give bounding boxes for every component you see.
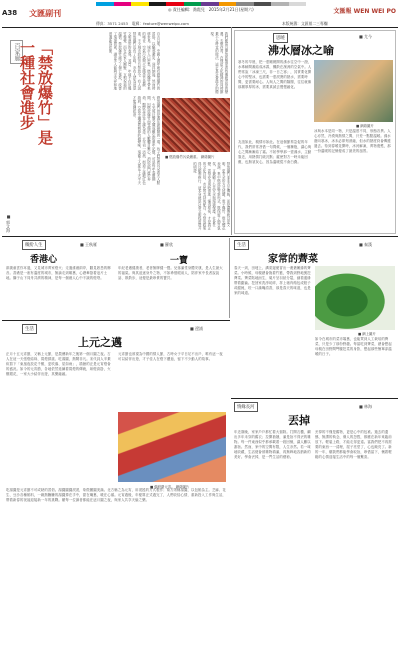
yuanyuan-body-1: 正月十五元宵節，又稱上元節，是農曆新年之後第一個月圓之夜。古人在這一天張燈結綵、賞燈猜謎、吃湯圓，熱鬧非凡。宋代詞人辛棄疾寫下「東風夜放花千樹，更吹落、星如雨」，描繪的正是元宵燈會的盛況。如今的元宵節，各地依然延續着賞燈的傳統，綵燈高掛，火樹銀花，一家大小結伴出遊，其樂融融。 <box>6 352 111 376</box>
mid-rule <box>2 236 398 237</box>
snow-body-2: 冰與水本是同一物，只是溫度不同，形態各異。人心亦然，冷漠與熱情之間，只差一點點溫暖。沸水潑向寒冰，冰未必即刻消融，但水的熱度終會傳遞過去。待到春暖花開時，冰河解凍，萬物復甦，那一份溫暖的記憶便成了最美的風景。 <box>314 129 391 153</box>
lead-title <box>18 40 54 230</box>
yuanyuan-photo-caption: ■ 繽紛慶元宵。 網絡圖片 <box>150 485 190 489</box>
lead-body-bottom: 禁放爆竹並非否定傳統，而是讓傳統以更文明、更安全的方式延續。電子爆竹、燈光煙花表演、集中燃放區等新形式，既保留了節日氣氛，又兼顧了公共安全與環境保護。社會在變，習俗亦須與時俱進；懂得取捨，才是真正的文化自信。市民的支持與配合，令禁放政策得以順利推行，這本身就是社會文明程度提升的明證。 <box>192 162 230 230</box>
vegetable-photo-caption: ■ 網上圖片 <box>358 332 376 336</box>
shepherds-purse-photo <box>315 266 395 330</box>
lead-author: ■ 郭文海 <box>6 214 11 233</box>
header-rule <box>2 27 398 28</box>
snow-body-3: 友誼如此，親情亦如此。在這個節奏急促的年代，我們常常吝惜一句問候，一個擁抱，讓心與心之間漸漸結了霜。不妨學學那一壺沸水，主動靠近，用熱情打破沉默；縱使對方一時未能回應，也無須灰心，因為溫暖從不會白費。 <box>238 140 312 164</box>
snow-body-1: 寒冬的早晨，把一壺剛燒開的沸水往空中一潑，水珠瞬間凝結成冰霧，飄散在凜冽的空氣中。人們常說「冰凍三尺，非一日之寒」，其實要化開心中的堅冰，也需要一壺滾燙的熱水，需要時間，更需要耐心。人與人之間的隔閡，往往就像那層厚厚的冰，需要真誠去慢慢融化。 <box>238 60 312 89</box>
page-number: A38 <box>2 9 18 17</box>
date-meta: ◎ 責任編輯：喬霞兒 2015年2月21日(星期六) <box>168 7 254 12</box>
lead-photo-caption: ■ 燃放爆竹污染嚴重。 網絡圖片 <box>165 155 215 159</box>
snow-tag: 思曉 <box>273 33 288 43</box>
yuanyuan-tag: 生活 <box>22 324 37 334</box>
diudiao-tag: 情緣長河 <box>234 402 258 412</box>
lower-right-rule <box>231 398 398 399</box>
snow-author: ■ 尤今 <box>359 34 373 39</box>
lead-column-tag: 百家廊 <box>10 40 23 64</box>
yibao-body: 年紀老邁健康者，老者無牌健一寶。兒孫滿堂身體安康，是人生最大的福氣。與其追逐身外之物，不如珍惜眼前人，陪伴家中長者說說話、散散步，這便是最珍貴的寶貝。 <box>118 266 223 280</box>
fax-line: 傳真：3571 2453 電郵：feature@wenweipo.com <box>96 21 189 26</box>
sub-header <box>0 20 400 27</box>
vegetable-author: ■ 秦漢 <box>359 242 373 247</box>
yuanyuan-body-2: 元宵節也被視為中國的情人節，古時女子平日足不出戶，唯有這一夜可以結伴出遊，才子佳人在燈下邂逅，留下不少動人的故事。 <box>118 352 223 361</box>
masthead <box>0 6 400 20</box>
snow-title: 沸水層冰之喻 <box>268 44 334 57</box>
gongzi-author: ■ 王秋雁 <box>80 242 98 247</box>
gongzi-body: 兩歲童雲你耳邊，又見城市萬家燈火；走過維港兩岸，聽見熟悉的鄉音。香港是一座有溫度的城市，無論走到哪裏，心總牽掛着這片土地。獅子山下同舟共濟的精神，是每一個港人心中不滅的燈塔。 <box>6 266 111 280</box>
vegetable-tag: 生活 <box>234 240 249 250</box>
vegetable-title: 家常的薺菜 <box>268 254 318 265</box>
lead-title-line1: 「禁放爆竹」是 <box>36 40 54 145</box>
yuanyuan-body-3: 吃湯圓是元宵節不可或缺的習俗。湯圓圓圓滾滾，象徵團圓美滿。北方稱之為元宵，用滾搖的方式製作；南方則稱湯圓，以包餡為主。芝麻、花生、豆沙各種餡料，一碗熱騰騰的湯圓捧在手中，甜在嘴裏，暖在心頭。元宵過後，年便算正式過完了，人們收拾心情，重新投入工作與生活，帶着新春的祝福迎接新一年的挑戰。願每一位讀者都能在這月圓之夜，與家人共享天倫之樂。 <box>6 488 226 502</box>
lower-left-rule <box>2 320 230 321</box>
diudiao-author: ■ 林海 <box>359 404 373 409</box>
yuanyuan-title: 上元之邁 <box>78 336 122 349</box>
gongzi-title: 香港心 <box>30 255 58 265</box>
lead-body-middle: 燃放爆竹曾是過年最熱鬧的一環，孩子們捂着耳朵看大人點火，火光與巨響交織成難忘的童年記憶。可是每年春節期間，因燃放爆竹而受傷的人數觸目驚心，消防部門疲於奔命，醫院急診室人滿為患。大年初一清晨，街道上滿地紅色紙屑，空氣中瀰漫着刺鼻的硝煙味，環衛工人要花上大半天才能清理乾淨。 <box>132 96 160 185</box>
diudiao-body-1: 年近歲晚，家家戶戶都忙着大掃除。打開衣櫃，翻出多年未穿的舊衣；拉開抽屜，滿是捨不得丟的雜物。每一件東西似乎都承載着一段回憶，讓人難以割捨。然而，家中的空間有限，人生亦然。若一味地收藏，生活便會被雜物填滿，再無餘地容納新的美好。學會丟掉，是一門生活的藝術。 <box>234 430 311 459</box>
diudiao-body-2: 丟掉的不僅是舊物，更是心中的包袱。過去的遺憾、無謂的執念、傷人的怨懟，都應在新年來臨前放下。輕裝上路，才能走得更遠。當我們把不再需要的東西一一清理，屋子亮堂了，心也敞亮了。新的一年，願我們都能學會取捨，珍惜當下，懷着輕鬆的心情迎接生活中的每一個驚喜。 <box>315 430 392 459</box>
lead-divider <box>231 27 232 235</box>
publisher-line: 本版統籌：文匯報二三專欄 <box>282 21 328 26</box>
gongzi-tag: 繽紛人生 <box>22 240 46 250</box>
yibao-title: 一寶 <box>170 256 189 266</box>
lead-title-line2: 一種社會進步 <box>18 40 36 130</box>
yuanyuan-author: ■ 遼浦 <box>190 326 204 331</box>
brand-logo: 文匯報 WEN WEI PO <box>333 8 396 15</box>
lead-body-top: 自古以來，中國人過年就有燃放爆竹的習俗，以驅邪避災、迎祥納福。然而時移世易，城市人口密集，燃放爆竹帶來的噪音、空氣污染與火災隱患日益嚴重，不少城市紛紛出台禁放令。有人說禁放爆竹沒有了年味，亦有人認為這是文明進步的表現。其實，年味不在於爆竹聲聲，而在於家人團聚、互相祝福的溫情。禁放爆竹減少了傷亡事故，改善了環境質素，讓更多人能夠平安祥和地度過新春佳節。 <box>108 32 160 90</box>
vegetable-body-2: 如今在城市的菜市場裏，也能買到人工栽培的薺菜，只是少了那份野趣。每當吃到薺菜，總會想起母親在田野間彎腰挖菜的身影，想起那些簡單卻溫暖的日子。 <box>315 337 392 356</box>
firecracker-photo <box>162 98 230 152</box>
yibao-author: ■ 羅欣 <box>160 242 174 247</box>
section-logo: 文匯副刊 <box>29 8 62 18</box>
snow-photo <box>314 60 393 122</box>
gongzi-divider <box>229 238 230 318</box>
snow-photo-caption: ■ 網絡圖片 <box>356 124 374 128</box>
vegetable-body-1: 春天一到，田埂上、溝渠邊便冒出一叢叢嫩綠的薺菜。小時候，母親總會挽着竹籃，帶我到野地裏挖薺菜。薺菜貼地而生，葉片呈羽狀分裂，細看邊緣帶着鋸齒。挖回家洗淨切碎，拌上豬肉餡包成餃子或餛飩，咬一口滿嘴清香，那是春天的味道，也是家的味道。 <box>234 266 311 295</box>
lead-body-right: 我們應當以開放的態度看待傳統習俗的變遷，去蕪存菁，在保留文化精神的同時摒棄不合時宜的做法，這正是社會進步的體現。 <box>209 32 228 94</box>
diudiao-title: 丟掉 <box>288 414 310 427</box>
lantern-festival-photo <box>118 412 226 482</box>
